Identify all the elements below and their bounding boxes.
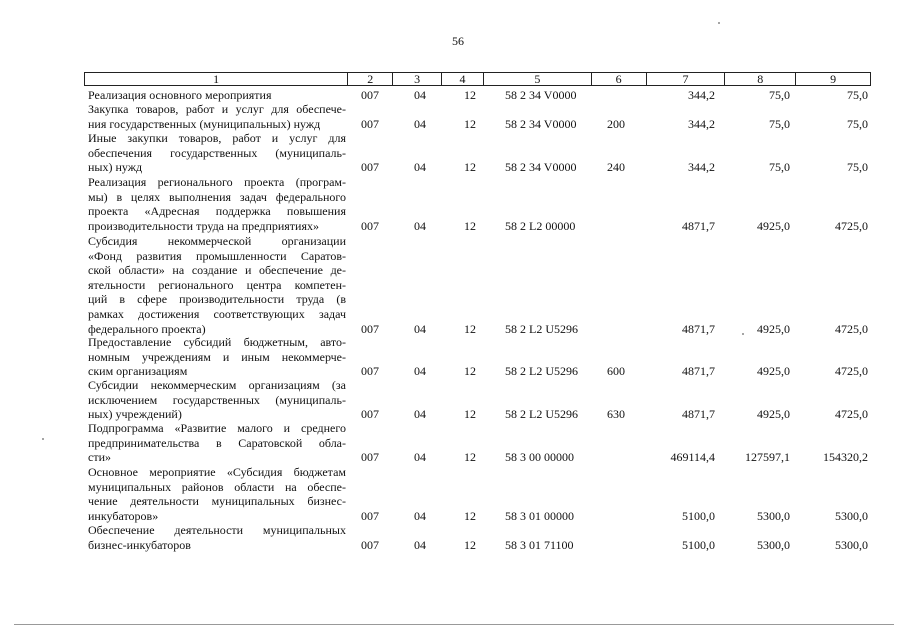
cell-c7: 4871,7: [682, 321, 715, 336]
cell-c5: 58 3 00 00000: [505, 450, 574, 465]
cell-c9: 4725,0: [835, 364, 868, 379]
row-name-line: Субсидия некоммерческой организации: [88, 234, 346, 248]
row-name-line: ций в сфере производительности труда (в: [88, 292, 346, 307]
cell-c5: 58 2 L2 00000: [505, 218, 576, 233]
cell-c3: 04: [414, 364, 426, 379]
cell-c7: 469114,4: [670, 450, 715, 465]
cell-c9: 4725,0: [835, 218, 868, 233]
cell-c4: 12: [464, 218, 476, 233]
cell-c2: 007: [361, 450, 379, 465]
cell-c5: 58 2 L2 U5296: [505, 364, 578, 379]
cell-c7: 5100,0: [682, 508, 715, 523]
cell-c2: 007: [361, 508, 379, 523]
cell-c8: 5300,0: [757, 508, 790, 523]
cell-c2: 007: [361, 218, 379, 233]
header-col-3: 3: [393, 73, 442, 85]
cell-c8: 4925,0: [757, 321, 790, 336]
cell-c8: 5300,0: [757, 537, 790, 552]
cell-c5: 58 2 L2 U5296: [505, 407, 578, 422]
cell-c3: 04: [414, 160, 426, 175]
row-name-line: Реализация регионального проекта (програм-: [88, 175, 346, 189]
row-name-line: мы) в целях выполнения задач федерального: [88, 189, 346, 204]
row-name-line: Иные закупки товаров, работ и услуг для: [88, 131, 346, 145]
header-col-1: 1: [85, 73, 348, 85]
row-name-line: чение деятельности муниципальных бизнес-: [88, 494, 346, 509]
cell-c8: 4925,0: [757, 218, 790, 233]
scan-speck: [742, 333, 744, 335]
cell-c2: 007: [361, 88, 379, 102]
cell-c3: 04: [414, 321, 426, 336]
row-name: [88, 102, 346, 131]
cell-c2: 007: [361, 537, 379, 552]
cell-c7: 344,2: [688, 116, 715, 131]
row-name-line: муниципальных районов области на обеспе-: [88, 479, 346, 494]
row-name-line: ской области» на создание и обеспечение де-: [88, 263, 346, 278]
header-col-9: 9: [830, 72, 837, 86]
cell-c5: 58 3 01 00000: [505, 508, 574, 523]
row-name-line: «Фонд развития промышленности Саратов-: [88, 248, 346, 263]
row-name-line: ятельности регионального центра компетен-: [88, 277, 346, 292]
cell-c7: 5100,0: [682, 537, 715, 552]
cell-c5: 58 2 34 V0000: [505, 88, 577, 102]
cell-c5: 58 3 01 71100: [505, 537, 574, 552]
cell-c9: 154320,2: [823, 450, 868, 465]
row-name: [88, 234, 346, 336]
cell-c8: 127597,1: [745, 450, 790, 465]
row-name-line: инкубаторов»: [88, 508, 159, 523]
row-name-line: ных) учреждений): [88, 407, 182, 422]
cell-c7: 4871,7: [682, 218, 715, 233]
row-name-line: Предоставление субсидий бюджетным, авто-: [88, 335, 346, 349]
cell-c6: 240: [607, 160, 625, 175]
bottom-rule: [14, 624, 894, 625]
header-col-4: 4: [442, 73, 484, 85]
row-name-line: ния государственных (муниципальных) нужд: [88, 116, 321, 131]
row-name-line: бизнес-инкубаторов: [88, 537, 191, 552]
row-name: [88, 88, 346, 103]
scan-speck: [42, 438, 44, 440]
row-name-line: Реализация основного мероприятия: [88, 88, 272, 102]
row-name-line: номным учреждениям и иным некоммерче-: [88, 349, 346, 364]
cell-c3: 04: [414, 508, 426, 523]
cell-c8: 75,0: [769, 160, 790, 175]
row-name: [88, 421, 346, 465]
row-name: [88, 175, 346, 233]
cell-c5: 58 2 L2 U5296: [505, 321, 578, 336]
cell-c8: 4925,0: [757, 407, 790, 422]
header-col-8: 8: [725, 73, 796, 85]
row-name-line: Закупка товаров, работ и услуг для обеспече-: [88, 102, 346, 116]
cell-c3: 04: [414, 218, 426, 233]
row-name-line: обеспечения государственных (муниципаль-: [88, 145, 346, 160]
cell-c3: 04: [414, 450, 426, 465]
header-col-7: 7: [647, 73, 726, 85]
header-col-2: 2: [348, 73, 393, 85]
cell-c9: 75,0: [847, 116, 868, 131]
row-name-line: Обеспечение деятельности муниципальных: [88, 523, 346, 537]
cell-c7: 4871,7: [682, 364, 715, 379]
row-name-line: федерального проекта): [88, 321, 206, 336]
cell-c6: 630: [607, 407, 625, 422]
cell-c2: 007: [361, 364, 379, 379]
cell-c9: 4725,0: [835, 321, 868, 336]
cell-c4: 12: [464, 450, 476, 465]
cell-c3: 04: [414, 88, 426, 102]
cell-c4: 12: [464, 321, 476, 336]
cell-c9: 5300,0: [835, 508, 868, 523]
cell-c8: 75,0: [769, 88, 790, 102]
cell-c4: 12: [464, 160, 476, 175]
cell-c5: 58 2 34 V0000: [505, 116, 577, 131]
cell-c3: 04: [414, 407, 426, 422]
cell-c7: 344,2: [688, 160, 715, 175]
cell-c7: 4871,7: [682, 407, 715, 422]
cell-c2: 007: [361, 321, 379, 336]
cell-c6: 600: [607, 364, 625, 379]
row-name: [88, 335, 346, 379]
cell-c8: 4925,0: [757, 364, 790, 379]
cell-c7: 344,2: [688, 88, 715, 102]
row-name-line: Основное мероприятие «Субсидия бюджетам: [88, 465, 346, 479]
row-name: [88, 131, 346, 175]
row-name: [88, 465, 346, 523]
row-name-line: Подпрограмма «Развитие малого и среднего: [88, 421, 346, 435]
cell-c9: 5300,0: [835, 537, 868, 552]
header-col-6: 6: [592, 73, 647, 85]
cell-c4: 12: [464, 364, 476, 379]
header-col-5: 5: [484, 73, 592, 85]
cell-c6: 200: [607, 116, 625, 131]
row-name-line: производительности труда на предприятиях»: [88, 218, 319, 233]
row-name-line: ных) нужд: [88, 160, 143, 175]
row-name-line: проекта «Адресная поддержка повышения: [88, 204, 346, 219]
scan-speck: [718, 22, 720, 24]
cell-c4: 12: [464, 88, 476, 102]
cell-c2: 007: [361, 116, 379, 131]
cell-c4: 12: [464, 407, 476, 422]
row-name-line: предпринимательства в Саратовской обла-: [88, 435, 346, 450]
cell-c9: 75,0: [847, 88, 868, 102]
row-name-line: ским организациям: [88, 364, 188, 379]
cell-c4: 12: [464, 508, 476, 523]
row-name-line: Субсидии некоммерческим организациям (за: [88, 378, 346, 392]
row-name: [88, 378, 346, 422]
row-name-line: рамках достижения соответствующих задач: [88, 306, 346, 321]
page-number: 56: [452, 34, 464, 48]
cell-c8: 75,0: [769, 116, 790, 131]
cell-c4: 12: [464, 537, 476, 552]
cell-c3: 04: [414, 537, 426, 552]
row-name-line: сти»: [88, 450, 111, 465]
row-name-line: исключением государственных (муниципаль-: [88, 392, 346, 407]
cell-c2: 007: [361, 160, 379, 175]
cell-c4: 12: [464, 116, 476, 131]
table-header-row: [84, 72, 871, 86]
cell-c5: 58 2 34 V0000: [505, 160, 577, 175]
cell-c9: 75,0: [847, 160, 868, 175]
cell-c3: 04: [414, 116, 426, 131]
row-name: [88, 523, 346, 552]
cell-c2: 007: [361, 407, 379, 422]
cell-c9: 4725,0: [835, 407, 868, 422]
